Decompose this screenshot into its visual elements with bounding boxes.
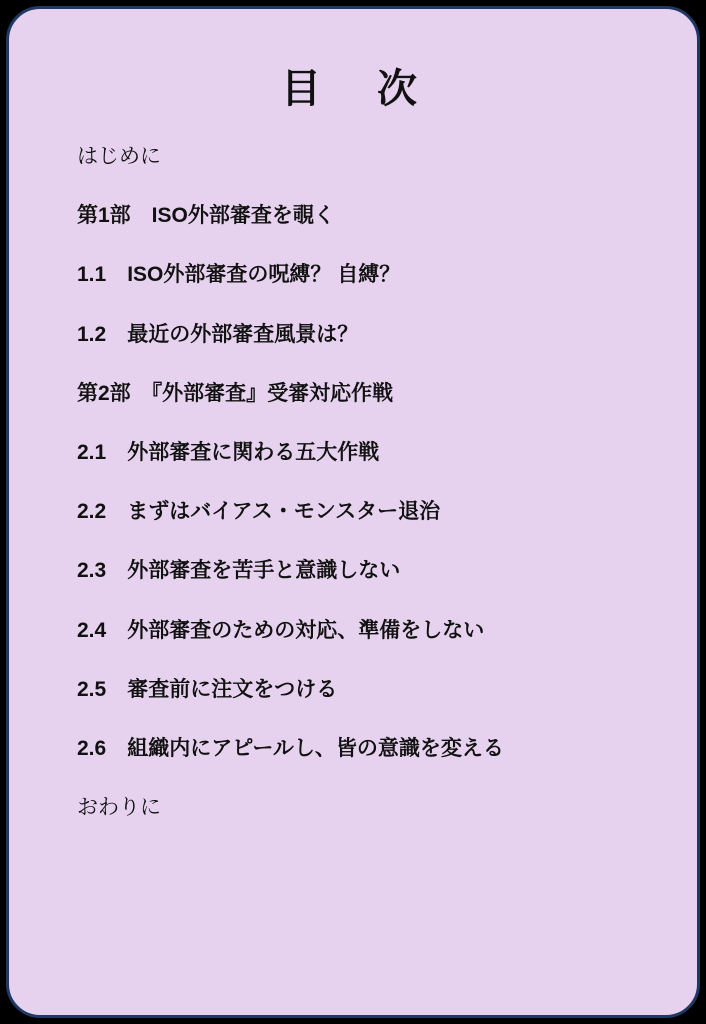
toc-entry: 2.6 組織内にアピールし、皆の意識を変える bbox=[77, 736, 504, 760]
page-title: 目 次 bbox=[281, 67, 425, 111]
toc-entry: 2.4 外部審査のための対応、準備をしない bbox=[77, 618, 485, 642]
toc-entry: おわりに bbox=[77, 796, 161, 820]
toc-entry: 2.1 外部審査に関わる五大作戦 bbox=[77, 440, 380, 464]
toc-entry: 2.2 まずはバイアス・モンスター退治 bbox=[77, 500, 441, 524]
table-of-contents bbox=[49, 144, 657, 820]
toc-entry: 2.5 審査前に注文をつける bbox=[77, 677, 338, 701]
toc-entry: 第1部 ISO外部審査を覗く bbox=[77, 204, 335, 228]
toc-entry: 第2部 『外部審査』受審対応作戦 bbox=[77, 381, 394, 405]
toc-entry: 1.1 ISO外部審査の呪縛？ 自縛？ bbox=[77, 263, 401, 287]
toc-entry: はじめに bbox=[77, 145, 161, 168]
document-page bbox=[6, 6, 700, 1018]
toc-entry: 2.3 外部審査を苦手と意識しない bbox=[77, 559, 401, 583]
toc-entry: 1.2 最近の外部審査風景は？ bbox=[77, 322, 359, 346]
document-body bbox=[9, 9, 697, 1015]
